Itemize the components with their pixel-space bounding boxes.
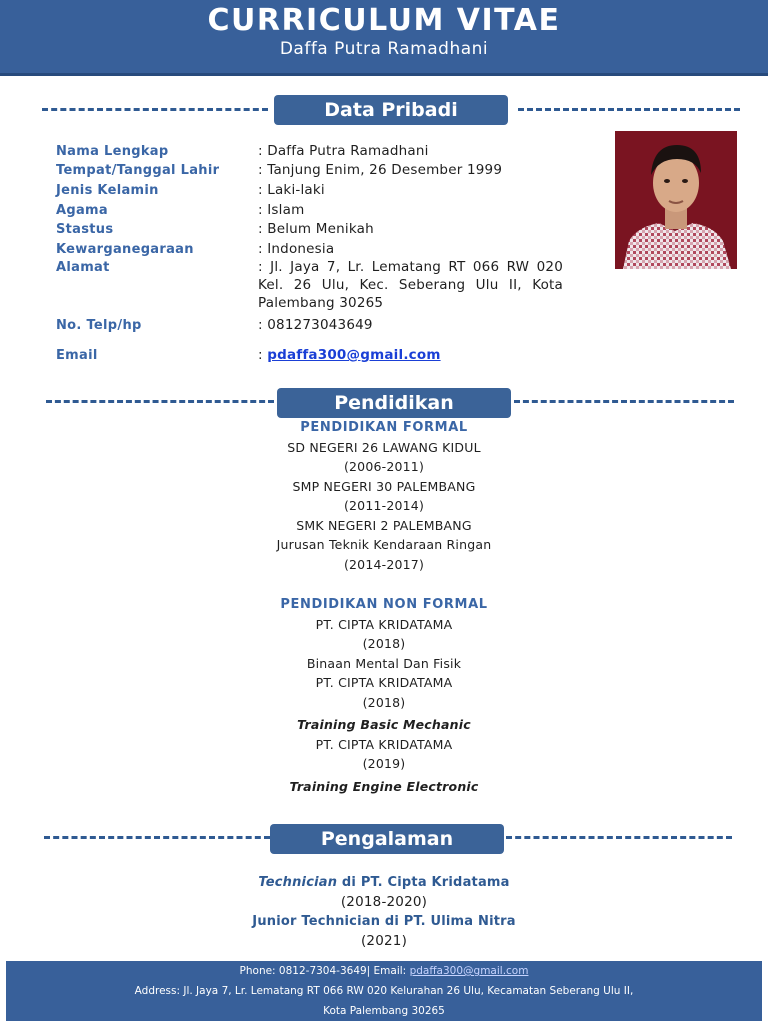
list-item: (2014-2017) — [343, 556, 425, 572]
label-address: Alamat — [56, 260, 110, 275]
list-item: (2019) — [362, 756, 406, 771]
job-role: Technician — [258, 875, 338, 890]
value-birth: : Tanjung Enim, 26 Desember 1999 — [258, 162, 503, 178]
email-link[interactable]: pdaffa300@gmail.com — [267, 347, 441, 363]
list-item: Jurusan Teknik Kendaraan Ringan — [276, 537, 492, 552]
job-years: (2021) — [360, 933, 408, 949]
footer-phone: Phone: 0812-7304-3649| Email: — [239, 965, 410, 977]
list-item: (2018) — [362, 636, 406, 651]
footer-address-line1: Address: Jl. Jaya 7, Lr. Lematang RT 066 RW 020 Kelurahan 26 Ulu, Kecamatan Seberang Ulu II, — [134, 985, 634, 997]
job-company: di PT. Cipta Kridatama — [337, 875, 510, 890]
footer-phone-line — [6, 961, 762, 981]
dashed-divider-left — [42, 108, 268, 111]
header-banner — [0, 0, 768, 76]
label-birth: Tempat/Tanggal Lahir — [56, 163, 220, 178]
page-title: CURRICULUM VITAE — [207, 3, 561, 38]
label-status: Stastus — [56, 222, 114, 237]
section-title-personal: Data Pribadi — [274, 95, 508, 125]
list-item: Training Basic Mechanic — [297, 717, 471, 732]
job-years: (2018-2020) — [340, 894, 428, 910]
dashed-divider-left — [44, 836, 270, 839]
value-email — [258, 346, 441, 364]
section-header-personal — [40, 95, 740, 125]
education-nonformal — [0, 595, 768, 796]
value-religion: : Islam — [258, 202, 305, 218]
section-title-experience: Pengalaman — [270, 824, 504, 854]
education-formal — [0, 418, 768, 574]
section-title-education: Pendidikan — [277, 388, 511, 418]
value-address: : Jl. Jaya 7, Lr. Lematang RT 066 RW 020 Kel. 26 Ulu, Kec. Seberang Ulu II, Kota Palembang 30265 — [258, 259, 563, 311]
value-full-name: : Daffa Putra Ramadhani — [258, 143, 429, 159]
experience-list — [0, 873, 768, 951]
list-item: PT. CIPTA KRIDATAMA — [315, 616, 453, 632]
list-item: (2018) — [362, 694, 406, 710]
list-item: PT. CIPTA KRIDATAMA — [315, 675, 453, 690]
list-item: Training Engine Electronic — [289, 778, 479, 794]
email-prefix: : — [258, 347, 268, 363]
formal-education-title: PENDIDIKAN FORMAL — [300, 420, 468, 435]
list-item: PT. CIPTA KRIDATAMA — [315, 736, 453, 752]
label-email: Email — [56, 348, 98, 363]
label-phone: No. Telp/hp — [56, 318, 142, 333]
list-item: SMK NEGERI 2 PALEMBANG — [296, 517, 472, 533]
value-citizenship: : Indonesia — [258, 241, 335, 257]
section-header-education — [40, 387, 740, 417]
list-item: SMP NEGERI 30 PALEMBANG — [292, 478, 476, 494]
label-religion: Agama — [56, 203, 108, 218]
nonformal-education-title: PENDIDIKAN NON FORMAL — [280, 597, 488, 612]
footer-address-line2: Kota Palembang 30265 — [323, 1005, 445, 1017]
dashed-divider-right — [506, 836, 732, 839]
person-name: Daffa Putra Ramadhani — [279, 39, 489, 59]
section-header-experience — [40, 823, 740, 853]
label-full-name: Nama Lengkap — [56, 144, 169, 159]
value-status: : Belum Menikah — [258, 221, 374, 237]
value-phone: : 081273043649 — [258, 317, 373, 333]
list-item: (2006-2011) — [343, 459, 425, 474]
portrait-illustration — [615, 131, 737, 269]
label-citizenship: Kewarganegaraan — [56, 242, 194, 257]
list-item: SD NEGERI 26 LAWANG KIDUL — [287, 439, 481, 455]
dashed-divider-right — [518, 108, 740, 111]
job-entry: Junior Technician di PT. Ulima Nitra — [252, 914, 516, 929]
job-entry — [0, 873, 768, 893]
list-item: Binaan Mental Dan Fisik — [306, 655, 462, 671]
profile-photo — [615, 131, 737, 269]
dashed-divider-right — [514, 400, 734, 403]
label-gender: Jenis Kelamin — [56, 183, 159, 198]
footer-email-link[interactable]: pdaffa300@gmail.com — [409, 965, 529, 977]
value-gender: : Laki-laki — [258, 182, 325, 198]
list-item: (2011-2014) — [343, 498, 425, 513]
dashed-divider-left — [46, 400, 274, 403]
footer-contact — [6, 961, 762, 1021]
